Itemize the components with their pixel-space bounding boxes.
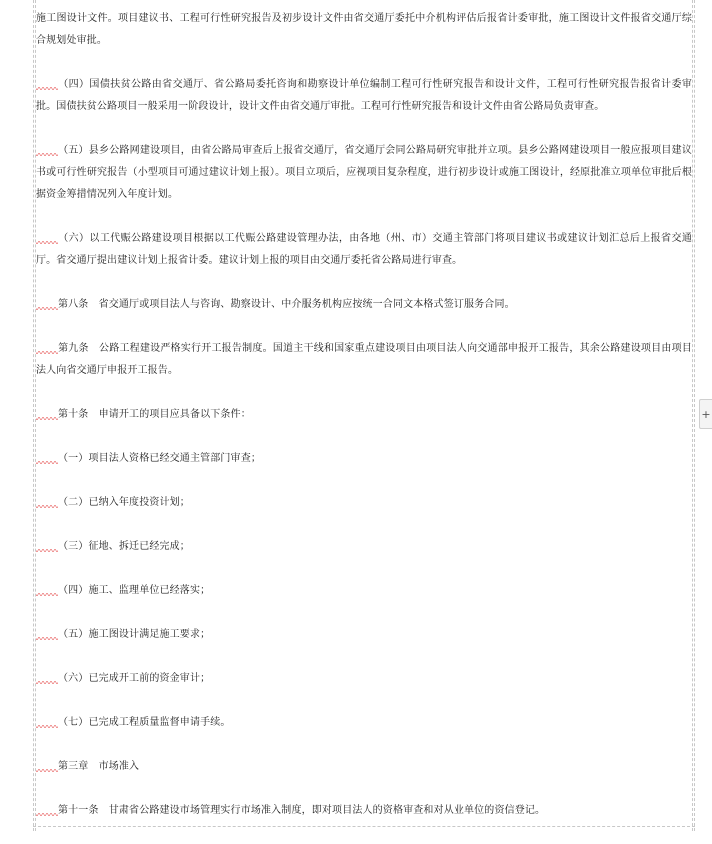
paragraph-text: （五）施工图设计满足施工要求； xyxy=(58,629,211,640)
spellcheck-underline-indent xyxy=(36,451,58,461)
paragraph-text: （三）征地、拆迁已经完成； xyxy=(58,541,190,552)
document-page xyxy=(33,0,695,831)
paragraph-text: （四）国债扶贫公路由省交通厅、省公路局委托咨询和勘察设计单位编制工程可行性研究报告和设计文件，工程可行性研究报告报省计委审批。国债扶贫公路项目一般采用一阶段设计，设计文件由省交通厅审批。工程可行性研究报告和设计文件由省公路局负责审查。 xyxy=(36,79,692,112)
paragraph-text: （六）已完成开工前的资金审计； xyxy=(58,673,211,684)
paragraph-text: 第十条 申请开工的项目应具备以下条件： xyxy=(58,409,251,420)
spellcheck-underline-indent xyxy=(36,407,58,417)
paragraph-4[interactable] xyxy=(36,228,692,272)
paragraph-8[interactable] xyxy=(36,448,692,470)
paragraph-12[interactable] xyxy=(36,624,692,646)
paragraph-text: （二）已纳入年度投资计划； xyxy=(58,497,190,508)
spellcheck-underline-indent xyxy=(36,495,58,505)
paragraph-text: 第九条 公路工程建设严格实行开工报告制度。国道主干线和国家重点建设项目由项目法人向交通部申报开工报告，其余公路建设项目由项目法人向省交通厅申报开工报告。 xyxy=(36,343,692,376)
paragraph-3[interactable] xyxy=(36,140,692,206)
spellcheck-underline-indent xyxy=(36,803,58,813)
paragraph-text: （六）以工代赈公路建设项目根据以工代赈公路建设管理办法，由各地（州、市）交通主管部门将项目建议书或建议计划汇总后上报省交通厅。省交通厅提出建议计划上报省计委。建议计划上报的项目由交通厅委托省公路局进行审查。 xyxy=(36,233,692,266)
spellcheck-underline-indent xyxy=(36,77,58,87)
expand-side-panel-button[interactable] xyxy=(699,399,712,429)
paragraph-1[interactable] xyxy=(36,8,692,52)
paragraph-11[interactable] xyxy=(36,580,692,602)
paragraph-text: （七）已完成工程质量监督申请手续。 xyxy=(58,717,231,728)
paragraph-text: （五）县乡公路网建设项目，由省公路局审查后上报省交通厅，省交通厅会同公路局研究审批并立项。县乡公路网建设项目一般应报项目建议书或可行性研究报告（小型项目可通过建议计划上报）。项目立项后，应视项目复杂程度，进行初步设计或施工图设计，经原批准立项单位审批后根据资金筹措情况列入年度计划。 xyxy=(36,145,692,200)
paragraph-7[interactable] xyxy=(36,404,692,426)
paragraph-9[interactable] xyxy=(36,492,692,514)
plus-icon: + xyxy=(701,407,711,421)
spellcheck-underline-indent xyxy=(36,143,58,153)
paragraph-14[interactable] xyxy=(36,712,692,734)
paragraph-10[interactable] xyxy=(36,536,692,558)
paragraph-16[interactable] xyxy=(36,800,692,822)
paragraph-text: 第十一条 甘肃省公路建设市场管理实行市场准入制度，即对项目法人的资格审查和对从业单位的资信登记。 xyxy=(58,805,546,816)
spellcheck-underline-indent xyxy=(36,341,58,351)
spellcheck-underline-indent xyxy=(36,297,58,307)
spellcheck-underline-indent xyxy=(36,759,58,769)
spellcheck-underline-indent xyxy=(36,715,58,725)
paragraph-text: （四）施工、监理单位已经落实； xyxy=(58,585,211,596)
spellcheck-underline-indent xyxy=(36,231,58,241)
paragraph-15[interactable] xyxy=(36,756,692,778)
paragraph-text: （一）项目法人资格已经交通主管部门审查； xyxy=(58,453,261,464)
spellcheck-underline-indent xyxy=(36,627,58,637)
paragraph-5[interactable] xyxy=(36,294,692,316)
paragraph-2[interactable] xyxy=(36,74,692,118)
document-body[interactable] xyxy=(36,8,692,844)
paragraph-6[interactable] xyxy=(36,338,692,382)
spellcheck-underline-indent xyxy=(36,539,58,549)
paragraph-text: 第八条 省交通厅或项目法人与咨询、勘察设计、中介服务机构应按统一合同文本格式签订服务合同。 xyxy=(58,299,515,310)
paragraph-text: 第三章 市场准入 xyxy=(58,761,140,772)
spellcheck-underline-indent xyxy=(36,671,58,681)
paragraph-13[interactable] xyxy=(36,668,692,690)
spellcheck-underline-indent xyxy=(36,583,58,593)
page-bottom-guide xyxy=(33,826,695,827)
paragraph-text: 施工图设计文件。项目建议书、工程可行性研究报告及初步设计文件由省交通厅委托中介机构评估后报省计委审批，施工图设计文件报省交通厅综合规划处审批。 xyxy=(36,13,692,46)
